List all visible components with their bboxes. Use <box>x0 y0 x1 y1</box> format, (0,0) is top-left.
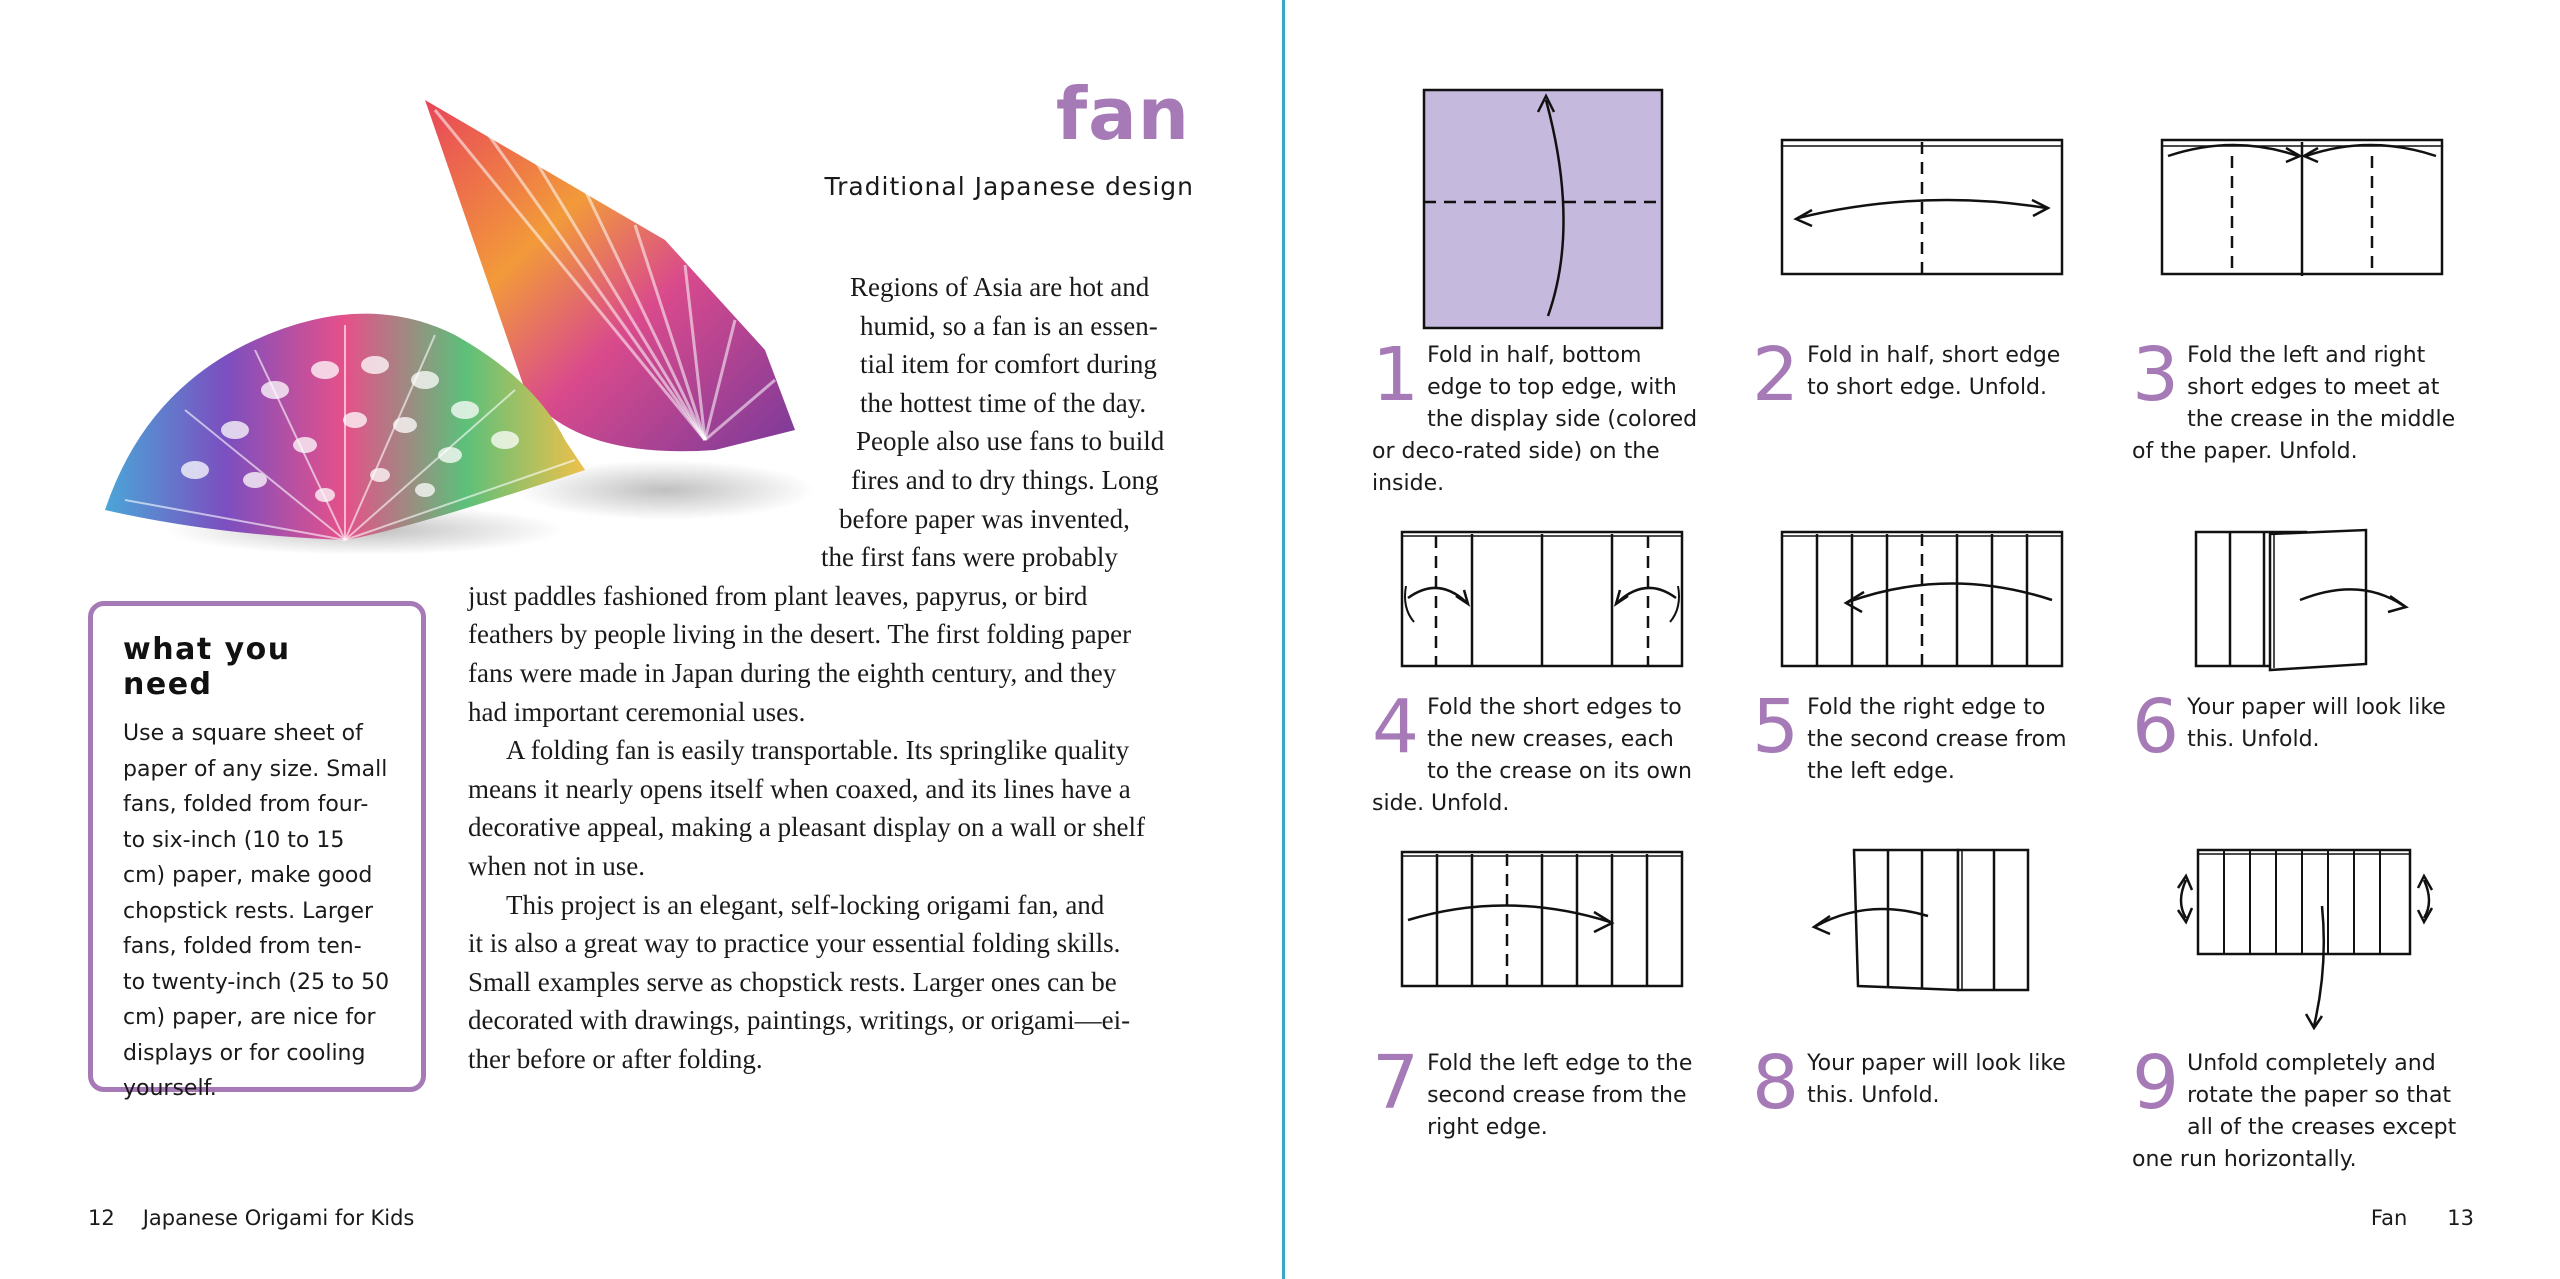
body-line: tial item for comfort during <box>860 349 1157 380</box>
what-you-need-text <box>123 716 391 1107</box>
page-subtitle: Traditional Japanese design <box>824 172 1194 201</box>
need-line: cm) paper, make good <box>123 863 373 888</box>
step-number: 5 <box>1752 684 1800 770</box>
step-text: Your paper will look like this. Unfold. <box>1807 1051 2066 1108</box>
body-line: had important ceremonial uses. <box>468 696 806 727</box>
step-3 <box>2132 332 2462 468</box>
step-6-diagram <box>2190 526 2430 676</box>
step-2 <box>1752 332 2082 418</box>
body-line: This project is an elegant, self-locking origami fan, and <box>506 889 1105 920</box>
footer-right <box>2371 1206 2474 1230</box>
body-line: Small examples serve as chopstick rests. Larger ones can be <box>468 966 1117 997</box>
step-7-diagram <box>1398 846 1688 992</box>
need-line: yourself. <box>123 1076 217 1101</box>
step-number: 2 <box>1752 332 1800 418</box>
step-9-diagram <box>2168 846 2448 1036</box>
step-text: Unfold completely and rotate the paper so that all of the creases except one run horizontally. <box>2132 1051 2457 1172</box>
step-number: 9 <box>2132 1040 2180 1126</box>
step-number: 6 <box>2132 684 2180 770</box>
what-you-need-box <box>88 601 426 1101</box>
step-number: 4 <box>1372 684 1420 770</box>
step-5 <box>1752 684 2082 788</box>
body-line: A folding fan is easily transportable. Its springlike quality <box>506 735 1130 766</box>
body-line: just paddles fashioned from plant leaves, papyrus, or bird <box>468 580 1088 611</box>
need-line: fans, folded from ten- <box>123 934 362 959</box>
need-line: paper of any size. Small <box>123 756 388 782</box>
step-text: Fold in half, bottom edge to top edge, with the display side (colored or deco-rated side) on the inside. <box>1372 343 1698 496</box>
step-number: 3 <box>2132 332 2180 418</box>
body-line: fires and to dry things. Long <box>851 464 1159 495</box>
need-line: to six-inch (10 to 15 <box>123 827 345 853</box>
what-you-need-title: what you need <box>123 632 291 702</box>
step-number: 1 <box>1372 332 1420 418</box>
step-6 <box>2132 684 2462 770</box>
step-text: Fold the left and right short edges to meet at the crease in the middle of the paper. Unfold. <box>2132 343 2456 464</box>
page-number-left: 12 <box>88 1206 115 1230</box>
footer-left <box>88 1206 414 1230</box>
step-1 <box>1372 332 1702 500</box>
need-line: chopstick rests. Larger <box>123 898 374 924</box>
book-title-footer: Japanese Origami for Kids <box>142 1206 415 1230</box>
need-line: cm) paper, are nice for <box>123 1005 376 1030</box>
body-line: decorated with drawings, paintings, writings, or origami—ei- <box>468 1005 1131 1036</box>
step-number: 7 <box>1372 1040 1420 1126</box>
step-5-diagram <box>1778 526 2068 672</box>
body-line: feathers by people living in the desert. The first folding paper <box>468 619 1132 650</box>
body-line: fans were made in Japan during the eighth century, and they <box>468 657 1117 688</box>
spine-divider <box>1282 0 1285 1279</box>
intro-text <box>468 268 1198 1078</box>
step-number: 8 <box>1752 1040 1800 1126</box>
need-line: to twenty-inch (25 to 50 <box>123 969 390 995</box>
step-4 <box>1372 684 1702 820</box>
body-line: means it nearly opens itself when coaxed, and its lines have a <box>468 773 1131 804</box>
step-text: Fold the right edge to the second crease from the left edge. <box>1807 695 2067 784</box>
step-2-diagram <box>1778 136 2068 282</box>
step-3-diagram <box>2158 136 2448 282</box>
chapter-title-footer: Fan <box>2370 1206 2408 1230</box>
step-8-diagram <box>1808 846 2038 996</box>
need-line: fans, folded from four- <box>123 792 369 817</box>
page-number-right: 13 <box>2447 1206 2474 1230</box>
body-line: decorative appeal, making a pleasant display on a wall or shelf <box>468 812 1146 843</box>
body-line: ther before or after folding. <box>468 1043 763 1074</box>
step-text: Your paper will look like this. Unfold. <box>2187 695 2446 752</box>
body-line: the hottest time of the day. <box>860 387 1147 418</box>
body-line: it is also a great way to practice your essential folding skills. <box>468 928 1121 959</box>
body-line: People also use fans to build <box>856 426 1165 457</box>
body-line: the first fans were probably <box>821 542 1118 573</box>
step-7 <box>1372 1040 1702 1144</box>
body-line: before paper was invented, <box>839 503 1130 534</box>
step-4-diagram <box>1398 526 1688 672</box>
step-1-diagram <box>1420 86 1670 332</box>
step-text: Fold in half, short edge to short edge. Unfold. <box>1807 343 2061 400</box>
need-line: displays or for cooling <box>123 1040 366 1066</box>
need-line: Use a square sheet of <box>123 721 363 746</box>
body-line: humid, so a fan is an essen- <box>860 310 1158 341</box>
step-text: Fold the short edges to the new creases, each to the crease on its own side. Unfold. <box>1372 695 1692 816</box>
body-line: when not in use. <box>468 850 645 881</box>
page-title: fan <box>1055 72 1190 156</box>
step-9 <box>2132 1040 2462 1176</box>
step-8 <box>1752 1040 2082 1126</box>
body-line: Regions of Asia are hot and <box>850 272 1150 302</box>
step-text: Fold the left edge to the second crease from the right edge. <box>1427 1051 1693 1140</box>
